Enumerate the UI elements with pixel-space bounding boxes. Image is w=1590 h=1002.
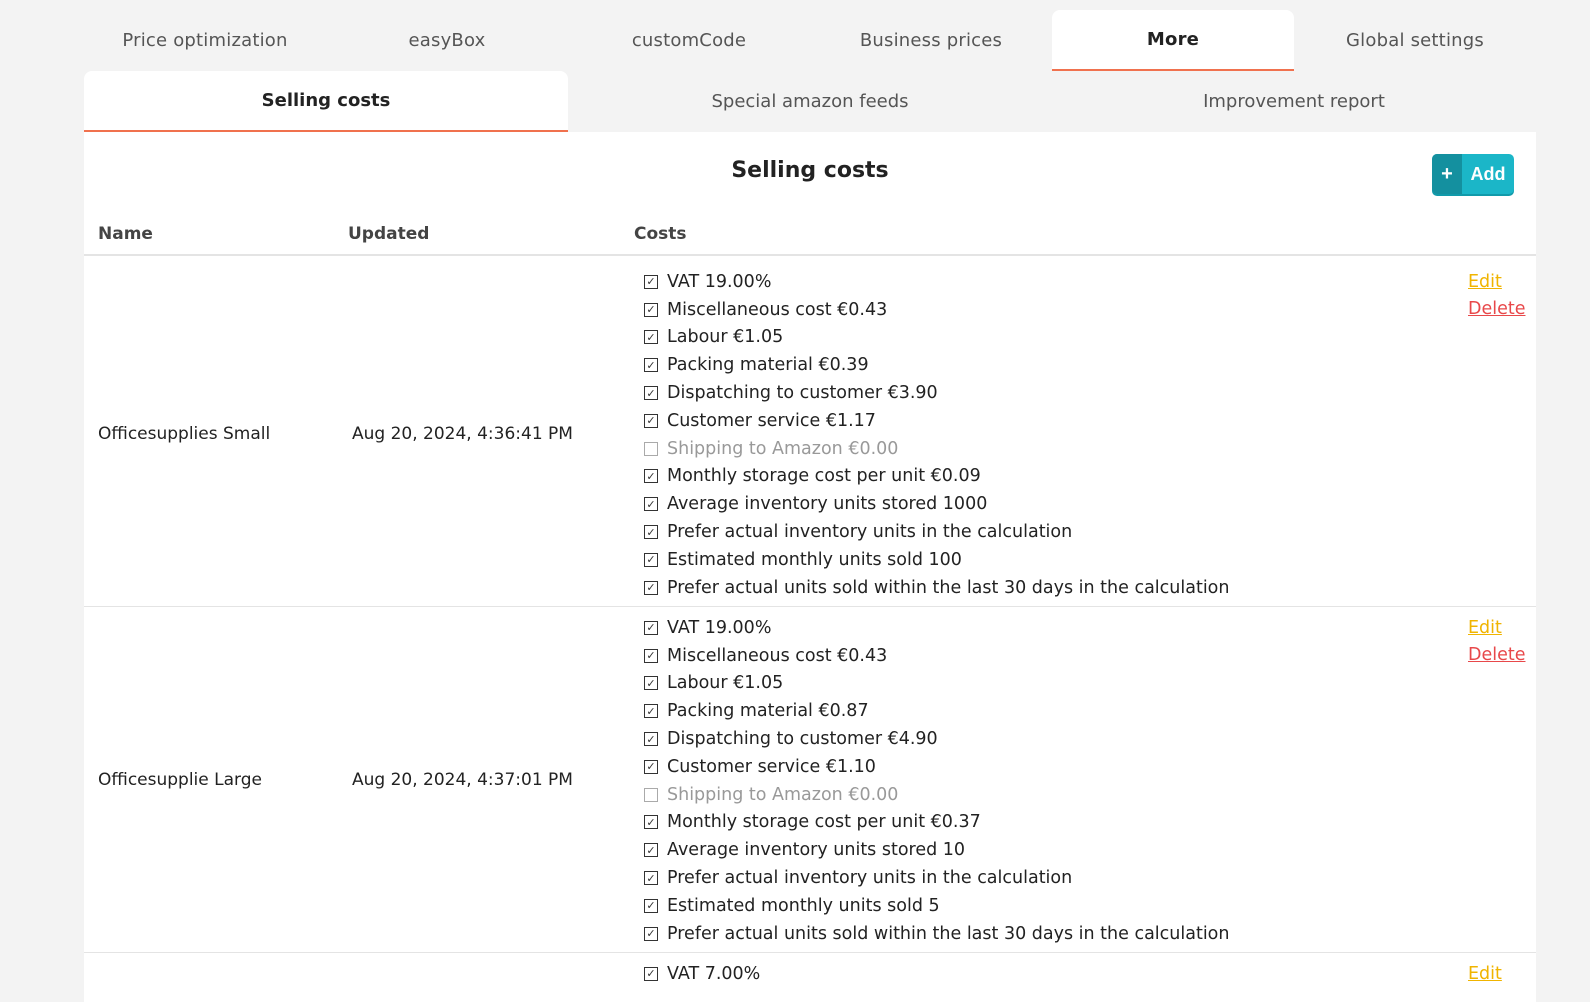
row-updated: Aug 20, 2024, 4:37:01 PM [352, 769, 573, 790]
panel-title: Selling costs [731, 158, 889, 183]
cost-item-text: Customer service €1.17 [667, 410, 876, 431]
cost-item [644, 407, 1229, 435]
sub-tab-bar [84, 71, 1536, 132]
cost-item [644, 614, 1229, 642]
subtab-special-amazon-feeds[interactable]: Special amazon feeds [711, 91, 909, 112]
add-button-label: Add [1470, 163, 1506, 184]
checked-box-icon: ✓ [644, 581, 658, 595]
table-row [84, 602, 1536, 953]
cost-item-text: Average inventory units stored 10 [667, 840, 966, 861]
cost-item [644, 864, 1229, 892]
selling-costs-panel [84, 132, 1536, 1002]
tab-business-prices[interactable]: Business prices [859, 30, 1003, 51]
cost-item [644, 960, 760, 988]
cost-item [644, 809, 1229, 837]
edit-link[interactable]: Edit [1468, 617, 1502, 638]
unchecked-box-icon [644, 442, 658, 456]
checked-box-icon: ✓ [644, 927, 658, 941]
cost-item-text: Estimated monthly units sold 100 [667, 549, 962, 570]
cost-item-text: Prefer actual units sold within the last 30 days in the calculation [667, 577, 1230, 598]
cost-item-text: Prefer actual units sold within the last 30 days in the calculation [667, 923, 1230, 944]
checked-box-icon: ✓ [644, 303, 658, 317]
row-name: Officesupplie Large [98, 769, 262, 790]
cost-item-text: Estimated monthly units sold 5 [667, 895, 940, 916]
add-button[interactable] [1432, 154, 1514, 194]
cost-item [644, 670, 1229, 698]
cost-item [644, 781, 1229, 809]
checked-box-icon: ✓ [644, 760, 658, 774]
edit-link[interactable]: Edit [1468, 271, 1502, 292]
unchecked-box-icon [644, 788, 658, 802]
cost-list [644, 268, 1229, 602]
row-actions [1468, 614, 1526, 668]
cost-item [644, 324, 1229, 352]
cost-item [644, 435, 1229, 463]
table-row [84, 948, 1536, 1002]
cost-item-text: Miscellaneous cost €0.43 [667, 299, 888, 320]
cost-item [644, 518, 1229, 546]
checked-box-icon: ✓ [644, 815, 658, 829]
edit-link[interactable]: Edit [1468, 963, 1502, 984]
row-actions [1468, 268, 1526, 322]
cost-item-text: Customer service €1.10 [667, 756, 876, 777]
checked-box-icon: ✓ [644, 553, 658, 567]
checked-box-icon: ✓ [644, 386, 658, 400]
header-costs: Costs [634, 224, 687, 244]
header-name: Name [98, 224, 153, 244]
checked-box-icon: ✓ [644, 330, 658, 344]
checked-box-icon: ✓ [644, 525, 658, 539]
cost-item [644, 920, 1229, 948]
checked-box-icon: ✓ [644, 843, 658, 857]
cost-item [644, 296, 1229, 324]
cost-item-text: Monthly storage cost per unit €0.37 [667, 812, 981, 833]
cost-item [644, 268, 1229, 296]
subtab-selling-costs[interactable] [84, 71, 568, 132]
cost-item-text: Prefer actual inventory units in the calculation [667, 868, 1073, 889]
tab-more[interactable]: More [1052, 10, 1294, 71]
row-updated: Aug 20, 2024, 4:36:41 PM [352, 423, 573, 444]
cost-item-text: Shipping to Amazon €0.00 [667, 438, 899, 459]
checked-box-icon: ✓ [644, 899, 658, 913]
header-updated: Updated [348, 224, 430, 244]
top-tab-bar [84, 10, 1536, 71]
cost-list [644, 614, 1229, 948]
checked-box-icon: ✓ [644, 469, 658, 483]
checked-box-icon: ✓ [644, 358, 658, 372]
cost-item [644, 697, 1229, 725]
checked-box-icon: ✓ [644, 704, 658, 718]
cost-item-text: VAT 19.00% [667, 271, 772, 292]
cost-item-text: VAT 19.00% [667, 617, 772, 638]
tab-global-settings[interactable]: Global settings [1346, 30, 1484, 51]
cost-item [644, 463, 1229, 491]
cost-item-text: Labour €1.05 [667, 673, 784, 694]
cost-item [644, 351, 1229, 379]
checked-box-icon: ✓ [644, 621, 658, 635]
cost-list [644, 960, 760, 988]
cost-item [644, 642, 1229, 670]
row-name: Officesupplies Small [98, 423, 271, 444]
table-header [84, 216, 1536, 256]
delete-link[interactable]: Delete [1468, 298, 1526, 319]
cost-item-text: Packing material €0.39 [667, 355, 869, 376]
checked-box-icon: ✓ [644, 732, 658, 746]
cost-item [644, 836, 1229, 864]
plus-icon: + [1432, 154, 1462, 194]
cost-item-text: Miscellaneous cost €0.43 [667, 645, 888, 666]
cost-item-text: Packing material €0.87 [667, 701, 869, 722]
subtab-selling-costs-label: Selling costs [261, 90, 391, 111]
tab-easybox[interactable]: easyBox [408, 30, 486, 51]
checked-box-icon: ✓ [644, 967, 658, 981]
checked-box-icon: ✓ [644, 676, 658, 690]
cost-item-text: Dispatching to customer €4.90 [667, 729, 938, 750]
cost-item-text: Shipping to Amazon €0.00 [667, 784, 899, 805]
checked-box-icon: ✓ [644, 871, 658, 885]
cost-item [644, 725, 1229, 753]
cost-item-text: Average inventory units stored 1000 [667, 494, 988, 515]
cost-item [644, 892, 1229, 920]
cost-item-text: Prefer actual inventory units in the calculation [667, 522, 1073, 543]
cost-item [644, 753, 1229, 781]
row-actions [1468, 960, 1502, 987]
delete-link[interactable]: Delete [1468, 644, 1526, 665]
checked-box-icon: ✓ [644, 414, 658, 428]
cost-item-text: VAT 7.00% [667, 963, 761, 984]
subtab-improvement-report[interactable]: Improvement report [1203, 91, 1385, 112]
cost-item [644, 379, 1229, 407]
cost-item-text: Dispatching to customer €3.90 [667, 383, 938, 404]
tab-customcode[interactable]: customCode [631, 30, 747, 51]
tab-price-optimization[interactable]: Price optimization [122, 30, 288, 51]
cost-item-text: Monthly storage cost per unit €0.09 [667, 466, 981, 487]
cost-item [644, 490, 1229, 518]
checked-box-icon: ✓ [644, 275, 658, 289]
cost-item [644, 574, 1229, 602]
checked-box-icon: ✓ [644, 497, 658, 511]
table-row [84, 256, 1536, 607]
cost-item [644, 546, 1229, 574]
cost-item-text: Labour €1.05 [667, 327, 784, 348]
checked-box-icon: ✓ [644, 649, 658, 663]
